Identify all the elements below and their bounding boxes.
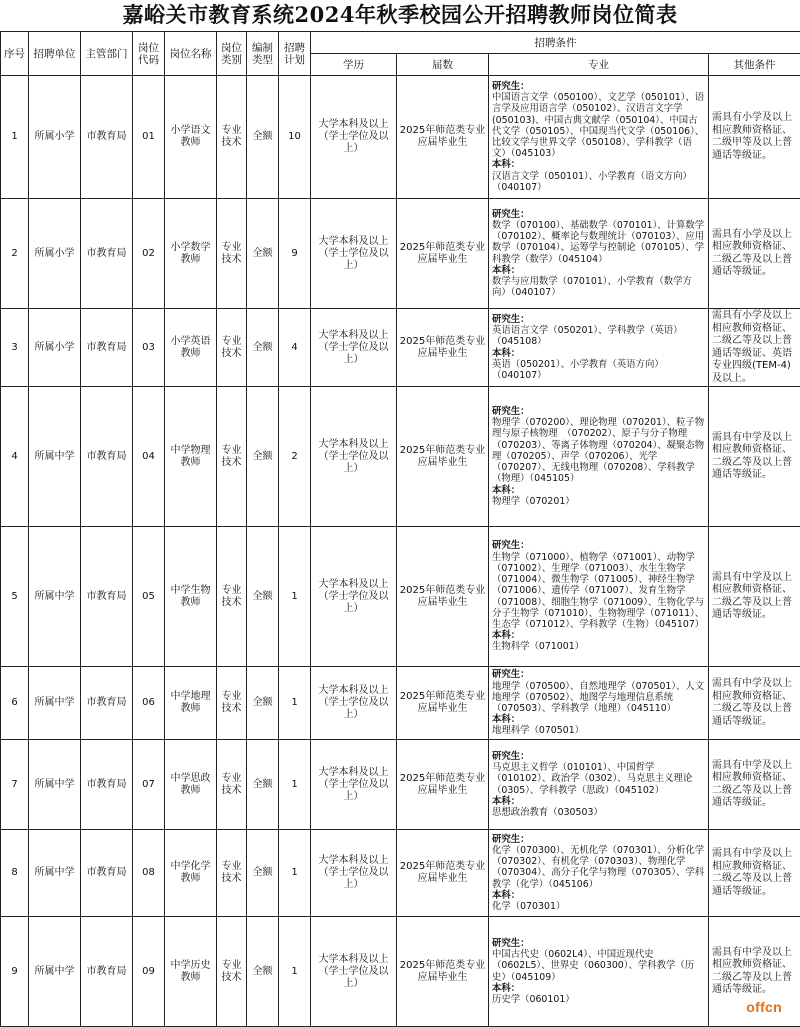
- row-education: 大学本科及以上（学士学位及以上）: [311, 76, 397, 199]
- graduate-label: 研究生：: [492, 669, 530, 680]
- row-category: 专业技术: [217, 387, 247, 527]
- graduate-label: 研究生：: [492, 209, 530, 220]
- row-code: 08: [133, 830, 165, 917]
- row-code: 01: [133, 76, 165, 199]
- table-row: [1, 830, 800, 917]
- row-type: 全额: [247, 830, 279, 917]
- row-education: 大学本科及以上（学士学位及以上）: [311, 309, 397, 387]
- graduate-label: 研究生：: [492, 406, 530, 417]
- graduate-majors: 中国语言文学（050100）、文艺学（050101）、语言学及应用语言学（050102）、汉语言文字学(050103)、中国古典文献学（050104）、中国古代文学（050105）、中国现当代文学（050106）、比较文学与世界文学（050108）、学科教学（语文）（045103）: [492, 92, 704, 159]
- row-type: 全额: [247, 387, 279, 527]
- recruitment-table: [0, 31, 800, 1027]
- row-graduation: 2025年师范类专业应届毕业生: [397, 917, 489, 1027]
- row-major: [489, 830, 709, 917]
- row-seq: 9: [1, 917, 29, 1027]
- row-major: [489, 199, 709, 309]
- header-other: 其他条件: [709, 54, 800, 76]
- row-position: 小学数学教师: [165, 199, 217, 309]
- row-graduation: 2025年师范类专业应届毕业生: [397, 740, 489, 830]
- row-major: [489, 76, 709, 199]
- row-position: 中学化学教师: [165, 830, 217, 917]
- row-graduation: 2025年师范类专业应届毕业生: [397, 667, 489, 740]
- row-other-conditions: 需具有中学及以上相应教师资格证、二级乙等及以上普通话等级证。: [709, 387, 800, 527]
- row-dept: 市教育局: [81, 917, 133, 1027]
- table-row: [1, 76, 800, 199]
- row-major: [489, 740, 709, 830]
- row-graduation: 2025年师范类专业应届毕业生: [397, 76, 489, 199]
- row-dept: 市教育局: [81, 309, 133, 387]
- row-type: 全额: [247, 309, 279, 387]
- row-education: 大学本科及以上（学士学位及以上）: [311, 830, 397, 917]
- table-row: [1, 199, 800, 309]
- row-other-conditions: 需具有中学及以上相应教师资格证、二级乙等及以上普通话等级证。: [709, 527, 800, 667]
- row-seq: 7: [1, 740, 29, 830]
- header-conditions: 招聘条件: [311, 32, 800, 54]
- row-other-conditions: 需具有中学及以上相应教师资格证、二级乙等及以上普通话等级证。: [709, 830, 800, 917]
- undergraduate-label: 本科：: [492, 796, 520, 807]
- row-other-conditions: 需具有小学及以上相应教师资格证、二级甲等及以上普通话等级证。: [709, 76, 800, 199]
- undergraduate-majors: 历史学（060101）: [492, 994, 575, 1005]
- row-category: 专业技术: [217, 830, 247, 917]
- row-major: [489, 309, 709, 387]
- row-position: 中学思政教师: [165, 740, 217, 830]
- row-graduation: 2025年师范类专业应届毕业生: [397, 830, 489, 917]
- row-graduation: 2025年师范类专业应届毕业生: [397, 527, 489, 667]
- row-type: 全额: [247, 740, 279, 830]
- row-graduation: 2025年师范类专业应届毕业生: [397, 309, 489, 387]
- row-seq: 8: [1, 830, 29, 917]
- row-code: 05: [133, 527, 165, 667]
- table-row: [1, 740, 800, 830]
- row-dept: 市教育局: [81, 76, 133, 199]
- undergraduate-label: 本科：: [492, 630, 520, 641]
- row-other-conditions: 需具有中学及以上相应教师资格证、二级乙等及以上普通话等级证。: [709, 917, 800, 1027]
- undergraduate-majors: 化学（070301）: [492, 901, 565, 912]
- table-row: [1, 387, 800, 527]
- row-category: 专业技术: [217, 527, 247, 667]
- row-other-conditions: 需具有小学及以上相应教师资格证、二级乙等及以上普通话等级证、英语专业四级(TEM-4)及以上。: [709, 309, 800, 387]
- row-code: 06: [133, 667, 165, 740]
- row-education: 大学本科及以上（学士学位及以上）: [311, 199, 397, 309]
- graduate-majors: 中国古代史（0602L4）、中国近现代史（0602L5）、世界史（060300）、学科教学（历史）（045109）: [492, 949, 694, 982]
- undergraduate-label: 本科：: [492, 348, 520, 359]
- undergraduate-label: 本科：: [492, 890, 520, 901]
- row-category: 专业技术: [217, 76, 247, 199]
- row-other-conditions: 需具有中学及以上相应教师资格证、二级乙等及以上普通话等级证。: [709, 667, 800, 740]
- row-dept: 市教育局: [81, 387, 133, 527]
- row-unit: 所属小学: [29, 199, 81, 309]
- row-dept: 市教育局: [81, 740, 133, 830]
- undergraduate-label: 本科：: [492, 265, 520, 276]
- header-plan: 招聘计划: [279, 32, 311, 76]
- row-type: 全额: [247, 917, 279, 1027]
- row-type: 全额: [247, 527, 279, 667]
- undergraduate-majors: 生物科学（071001）: [492, 641, 584, 652]
- header-graduation: 届数: [397, 54, 489, 76]
- graduate-majors: 地理学（070500）、自然地理学（070501）、人文地理学（070502）、地图学与地理信息系统（070503）、学科教学（地理）（045110）: [492, 681, 704, 714]
- row-plan: 1: [279, 527, 311, 667]
- row-code: 03: [133, 309, 165, 387]
- row-category: 专业技术: [217, 667, 247, 740]
- graduate-label: 研究生：: [492, 540, 530, 551]
- row-education: 大学本科及以上（学士学位及以上）: [311, 917, 397, 1027]
- row-code: 04: [133, 387, 165, 527]
- row-unit: 所属中学: [29, 667, 81, 740]
- row-seq: 2: [1, 199, 29, 309]
- row-category: 专业技术: [217, 309, 247, 387]
- row-plan: 9: [279, 199, 311, 309]
- graduate-majors: 英语语言文学（050201）、学科教学（英语）（045108）: [492, 325, 682, 347]
- header-category: 岗位类别: [217, 32, 247, 76]
- header-dept: 主管部门: [81, 32, 133, 76]
- graduate-label: 研究生：: [492, 834, 530, 845]
- row-position: 中学生物教师: [165, 527, 217, 667]
- undergraduate-label: 本科：: [492, 485, 520, 496]
- undergraduate-majors: 思想政治教育（030503）: [492, 807, 603, 818]
- row-category: 专业技术: [217, 917, 247, 1027]
- row-unit: 所属中学: [29, 917, 81, 1027]
- table-row: [1, 917, 800, 1027]
- page-title: 嘉峪关市教育系统2024年秋季校园公开招聘教师岗位简表: [0, 0, 800, 30]
- row-seq: 4: [1, 387, 29, 527]
- graduate-majors: 数学（070100）、基础数学（070101）、计算数学（070102）、概率论与数理统计（070103）、应用数学（070104）、运筹学与控制论（070105）、学科教学（数学）（045104）: [492, 220, 704, 265]
- undergraduate-majors: 地理科学（070501）: [492, 725, 584, 736]
- graduate-majors: 马克思主义哲学（010101）、中国哲学（010102）、政治学（0302）、马克思主义理论（0305）、学科教学（思政）（045102）: [492, 762, 692, 795]
- row-seq: 5: [1, 527, 29, 667]
- header-education: 学历: [311, 54, 397, 76]
- row-position: 小学英语教师: [165, 309, 217, 387]
- row-position: 中学历史教师: [165, 917, 217, 1027]
- row-other-conditions: 需具有中学及以上相应教师资格证、二级乙等及以上普通话等级证。: [709, 740, 800, 830]
- table-row: [1, 667, 800, 740]
- row-type: 全额: [247, 667, 279, 740]
- undergraduate-majors: 英语（050201）、小学教育（英语方向）（040107）: [492, 359, 664, 381]
- row-graduation: 2025年师范类专业应届毕业生: [397, 199, 489, 309]
- header-unit: 招聘单位: [29, 32, 81, 76]
- row-unit: 所属小学: [29, 76, 81, 199]
- row-plan: 2: [279, 387, 311, 527]
- row-code: 07: [133, 740, 165, 830]
- row-type: 全额: [247, 199, 279, 309]
- row-major: [489, 667, 709, 740]
- undergraduate-label: 本科：: [492, 714, 520, 725]
- graduate-label: 研究生：: [492, 81, 530, 92]
- table-row: [1, 527, 800, 667]
- undergraduate-majors: 数学与应用数学（070101）、小学教育（数学方向）（040107）: [492, 276, 692, 298]
- row-graduation: 2025年师范类专业应届毕业生: [397, 387, 489, 527]
- row-unit: 所属中学: [29, 387, 81, 527]
- row-category: 专业技术: [217, 740, 247, 830]
- row-major: [489, 387, 709, 527]
- row-type: 全额: [247, 76, 279, 199]
- undergraduate-majors: 汉语言文学（050101）、小学教育（语文方向）（040107）: [492, 171, 692, 193]
- table-row: [1, 309, 800, 387]
- graduate-majors: 生物学（071000）、植物学（071001）、动物学（071002）、生理学（071003）、水生生物学（071004）、微生物学（071005）、神经生物学（071006）、遗传学（071007）、发育生物学（071008）、细胞生物学（071009）、生物化学与分子生物学（071010）、生物物理学（071011）、生态学（071012）、学科教学（生物）（045107）: [492, 552, 704, 630]
- header-type: 编制类型: [247, 32, 279, 76]
- header-position: 岗位名称: [165, 32, 217, 76]
- header-code: 岗位代码: [133, 32, 165, 76]
- watermark-logo: offcn: [746, 999, 782, 1015]
- row-unit: 所属小学: [29, 309, 81, 387]
- row-plan: 1: [279, 830, 311, 917]
- row-dept: 市教育局: [81, 527, 133, 667]
- row-code: 09: [133, 917, 165, 1027]
- row-seq: 6: [1, 667, 29, 740]
- graduate-label: 研究生：: [492, 938, 530, 949]
- row-plan: 1: [279, 917, 311, 1027]
- row-position: 中学地理教师: [165, 667, 217, 740]
- row-plan: 4: [279, 309, 311, 387]
- row-plan: 1: [279, 740, 311, 830]
- graduate-majors: 物理学（070200）、理论物理（070201）、粒子物理与原子核物理 （070202）、原子与分子物理（070203）、等离子体物理（070204）、凝聚态物理（070205）、声学（070206）、光学 （070207）、无线电物理（070208）、学科教学（物理）（045105）: [492, 417, 704, 484]
- row-unit: 所属中学: [29, 740, 81, 830]
- row-education: 大学本科及以上（学士学位及以上）: [311, 387, 397, 527]
- graduate-label: 研究生：: [492, 314, 530, 325]
- row-unit: 所属中学: [29, 527, 81, 667]
- header-seq: 序号: [1, 32, 29, 76]
- row-major: [489, 917, 709, 1027]
- row-dept: 市教育局: [81, 830, 133, 917]
- row-major: [489, 527, 709, 667]
- row-plan: 10: [279, 76, 311, 199]
- header-major: 专业: [489, 54, 709, 76]
- row-position: 小学语文教师: [165, 76, 217, 199]
- row-education: 大学本科及以上（学士学位及以上）: [311, 667, 397, 740]
- row-dept: 市教育局: [81, 667, 133, 740]
- row-code: 02: [133, 199, 165, 309]
- row-education: 大学本科及以上（学士学位及以上）: [311, 740, 397, 830]
- row-seq: 3: [1, 309, 29, 387]
- undergraduate-label: 本科：: [492, 159, 520, 170]
- row-dept: 市教育局: [81, 199, 133, 309]
- graduate-majors: 化学（070300）、无机化学（070301）、分析化学（070302）、有机化学（070303）、物理化学（070304）、高分子化学与物理（070305）、学科教学（化学）（045106）: [492, 845, 704, 890]
- row-unit: 所属中学: [29, 830, 81, 917]
- row-seq: 1: [1, 76, 29, 199]
- undergraduate-majors: 物理学（070201）: [492, 496, 575, 507]
- undergraduate-label: 本科：: [492, 983, 520, 994]
- row-position: 中学物理教师: [165, 387, 217, 527]
- row-plan: 1: [279, 667, 311, 740]
- row-other-conditions: 需具有小学及以上相应教师资格证、二级乙等及以上普通话等级证。: [709, 199, 800, 309]
- row-education: 大学本科及以上（学士学位及以上）: [311, 527, 397, 667]
- graduate-label: 研究生：: [492, 751, 530, 762]
- row-category: 专业技术: [217, 199, 247, 309]
